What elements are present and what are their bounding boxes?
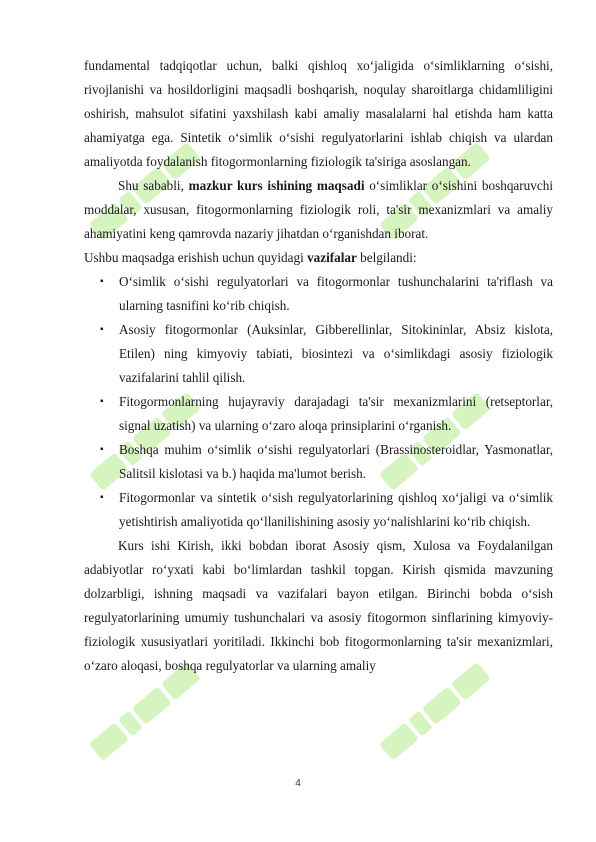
bullet-icon: ▪ <box>100 492 104 503</box>
goal-text-start: Shu sababli, <box>118 178 189 193</box>
list-item-text: Boshqa muhim o‘simlik o‘sishi regulyatorlari (Brassinosteroidlar, Yasmonatlar, Salitsil kislotasi va b.) haqida ma'lumot berish. <box>119 442 553 481</box>
list-item <box>84 318 553 390</box>
list-item-text: Fitogormonlarning hujayraviy darajadagi ta'sir mexanizmlarini (retseptorlar, signal uzatish) va ularning o‘zaro aloqa prinsiplarini o‘rganish. <box>119 394 553 433</box>
list-item-text: Asosiy fitogormonlar (Auksinlar, Gibberellinlar, Sitokininlar, Absiz kislota, Etilen) ning kimyoviy tabiati, biosintezi va o‘simlikdagi asosiy fiziologik vazifalarini tahlil qilish. <box>119 322 553 385</box>
list-item <box>84 390 553 438</box>
bullet-icon: ▪ <box>100 444 104 455</box>
list-item <box>84 486 553 534</box>
list-item-text: Fitogormonlar va sintetik o‘sish regulyatorlarining qishloq xo‘jaligi va o‘simlik yetishtirish amaliyotida qo‘llanilishining asosiy yo‘nalishlarini ko‘rib chiqish. <box>119 490 553 529</box>
list-item <box>84 438 553 486</box>
bullet-icon: ▪ <box>100 396 104 407</box>
bullet-icon: ▪ <box>100 276 104 287</box>
bullet-icon: ▪ <box>100 324 104 335</box>
paragraph-goal <box>84 174 553 246</box>
goal-text-end: o‘simliklar o‘sishini boshqaruvchi moddalar, xususan, fitogormonlarning fiziologik roli, ta'sir mexanizmlari va amaliy ahamiyatini keng qamrovda nazariy jihatdan o‘rganishdan iborat. <box>84 178 553 241</box>
task-list <box>84 270 553 534</box>
paragraph-intro: fundamental tadqiqotlar uchun, balki qishloq xo‘jaligida o‘simliklarning o‘sishi, rivojlanishi va hosildorligini maqsadli boshqarish, noqulay sharoitlarga chidamliligini oshirish, mahsulot sifatini yaxshilash kabi amaliy masalalarni hal etishda ham katta ahamiyatga ega. Sintetik o‘simlik o‘sishi regulyatorlarini ishlab chiqish va ulardan amaliyotda foydalanish fitogormonlarning fiziologik ta'siriga asoslangan. <box>84 58 553 169</box>
page-number: 4 <box>295 778 301 789</box>
goal-bold-phrase: mazkur kurs ishining maqsadi <box>188 178 365 193</box>
list-item <box>84 270 553 318</box>
tasks-intro-end: belgilandi: <box>356 250 417 265</box>
paragraph-tasks-intro <box>84 246 553 270</box>
document-body <box>84 54 553 678</box>
list-item-text: O‘simlik o‘sishi regulyatorlari va fitogormonlar tushunchalarini ta'riflash va ularning tasnifini ko‘rib chiqish. <box>119 274 553 313</box>
tasks-intro-start: Ushbu maqsadga erishish uchun quyidagi <box>84 250 308 265</box>
tasks-bold-word: vazifalar <box>307 250 357 265</box>
paragraph-structure: Kurs ishi Kirish, ikki bobdan iborat Asosiy qism, Xulosa va Foydalanilgan adabiyotlar ro‘yxati kabi bo‘limlardan tashkil topgan. Kirish qismida mavzuning dolzarbligi, ishning maqsadi va vazifalari bayon etilgan. Birinchi bobda o‘sish regulyatorlarining umumiy tushunchalari va asosiy fitogormon sinflarining kimyoviy-fiziologik xususiyatlari yoritiladi. Ikkinchi bob fitogormonlarning ta'sir mexanizmlari, o‘zaro aloqasi, boshqa regulyatorlar va ularning amaliy <box>84 538 553 673</box>
